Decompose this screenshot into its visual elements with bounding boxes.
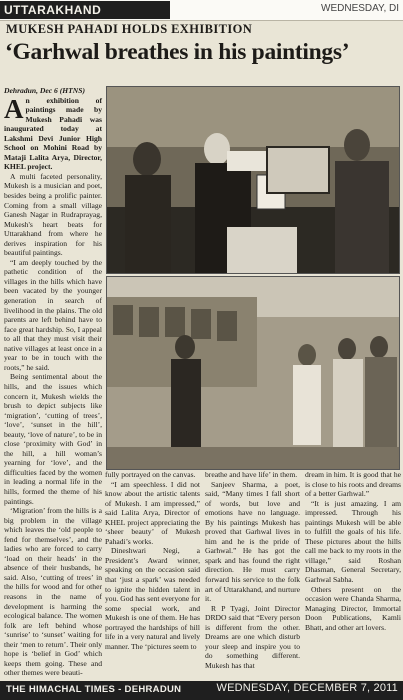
main-headline: ‘Garhwal breathes in his paintings’ bbox=[5, 39, 350, 65]
paragraph: breathe and have life’ in them. bbox=[205, 470, 298, 479]
paragraph: fully portrayed on the canvas. bbox=[105, 470, 196, 479]
publication-name: THE HIMACHAL TIMES - DEHRADUN bbox=[6, 684, 182, 695]
paragraph: Dineshwari Negi, a President’s Award winner, speaking on the occasion said that ‘just a spark’ was needed to ignite the hidden talent in you. God has sent everyone for some special work, and Mukesh is one of them. He has portrayed the hardships of hill life in a very natural and lively manner. The ‘pictures seem to bbox=[105, 546, 200, 651]
publication-date: WEDNESDAY, DECEMBER 7, 2011 bbox=[216, 682, 398, 694]
paragraph: R P Tyagi, Joint Director DRDO said that “Every person is different from the other. Dreams are one which disturb your sleep and inspire you to do something different. Mukesh has that bbox=[205, 603, 300, 670]
top-date: WEDNESDAY, DI bbox=[321, 3, 399, 14]
article-column-3 bbox=[205, 470, 300, 670]
photo-felicitation bbox=[106, 86, 400, 274]
article-column-1 bbox=[4, 86, 102, 678]
paragraph: “I am deeply touched by the pathetic condition of the villages in the hills which have been vacated by the younger generation in search of livelihood in the plains. The old parents are left behind have to face great hardship. So, I appeal to all that they must visit their native villages at least once in a year to be in touch with the roots,” he said. bbox=[4, 257, 102, 372]
photo-exhibition-image bbox=[107, 277, 399, 469]
paragraph: Being sentimental about the hills, and the issues which concern it, Mukesh wields the brush to depict subjects like ‘migration’, ‘cutting of trees’, ‘love’, ‘sunset in the hill’, beauty, ‘love of nature’, to be in close ‘proximity with God’ in the hill, a hill woman’s yearning for ‘love’, and the difficulties faced by the women in leading a normal life in the hills, formed the theme of his paintings. bbox=[4, 372, 102, 506]
lead-paragraph bbox=[4, 93, 102, 172]
article-column-4 bbox=[305, 470, 401, 632]
photo-felicitation-image bbox=[107, 87, 399, 273]
drop-cap: A bbox=[4, 93, 24, 124]
paragraph: Others present on the occasion were Chanda Sharma, Managing Director, Immortal Doon Publications, Kamli Bhatt, and other art lovers. bbox=[305, 584, 401, 632]
kicker-headline: MUKESH PAHADI HOLDS EXHIBITION bbox=[6, 22, 253, 36]
article-column-2 bbox=[105, 470, 200, 651]
paragraph: Sanjeev Sharma, a poet, said, “Many times I fall short of words, but love and emotions have no language. By his paintings Mukesh has proved that Garhwal lives in him and he is the pride of Garhwal.” He has got the spark and has found the right direction. He must carry forward his service to the folk art of Uttarakhand, and nurture it. bbox=[205, 479, 300, 604]
photo-exhibition bbox=[106, 276, 400, 470]
paragraph: ‘Migration’ from the hills is a big problem in the village which leaves the ‘old people to fend for themselves’, and the ladies who are forced to carry ‘load on their heads’ in the absence of their husbands, he said. Also, ‘cutting of trees’ in the hills for wood and for other reasons in the name of development is harming the ecological balance. The women folk are left behind whose ‘sunrise’ to ‘sunset’ waiting for their ‘men to return’. Their only hope is ‘belief in God’ which keeps them going. These and other themes were beauti- bbox=[4, 506, 102, 678]
paragraph: dream in him. It is good that he is close to his roots and dreams of a better Garhwal.” bbox=[305, 470, 401, 499]
lead-text: n exhibition of paintings made by Mukesh Pahadi was inaugurated today at Lakshmi Devi Junior High School on Mohini Road by Mataji Lalita Arya, Director, KHEL project. bbox=[4, 95, 102, 172]
paragraph: “I am speechless. I did not know about the artistic talents of Mukesh. I am impressed,” said Lalita Arya, Director of KHEL project appreciating the ‘sheer beauty’ of Mukesh Pahadi’s works. bbox=[105, 479, 200, 546]
paragraph: “It is just amazing. I am impressed. Through his paintings Mukesh will be able to fulfill the goals of his life. These pictures about the hills call me back to my roots in the village,” said Roshan Dhasman, General Secretary, Garhwal Sabha. bbox=[305, 498, 401, 585]
section-label: UTTARAKHAND bbox=[0, 1, 170, 19]
dateline: Dehradun, Dec 6 (HTNS) bbox=[4, 86, 85, 95]
paragraph: A multi faceted personality, Mukesh is a musician and poet, besides being a prolific painter. Coming from a small village Ganesh Nagar in Rudraprayag, Mukesh's heart beats for Uttarakhand from where he derives inspiration for his beautiful paintings. bbox=[4, 171, 102, 258]
